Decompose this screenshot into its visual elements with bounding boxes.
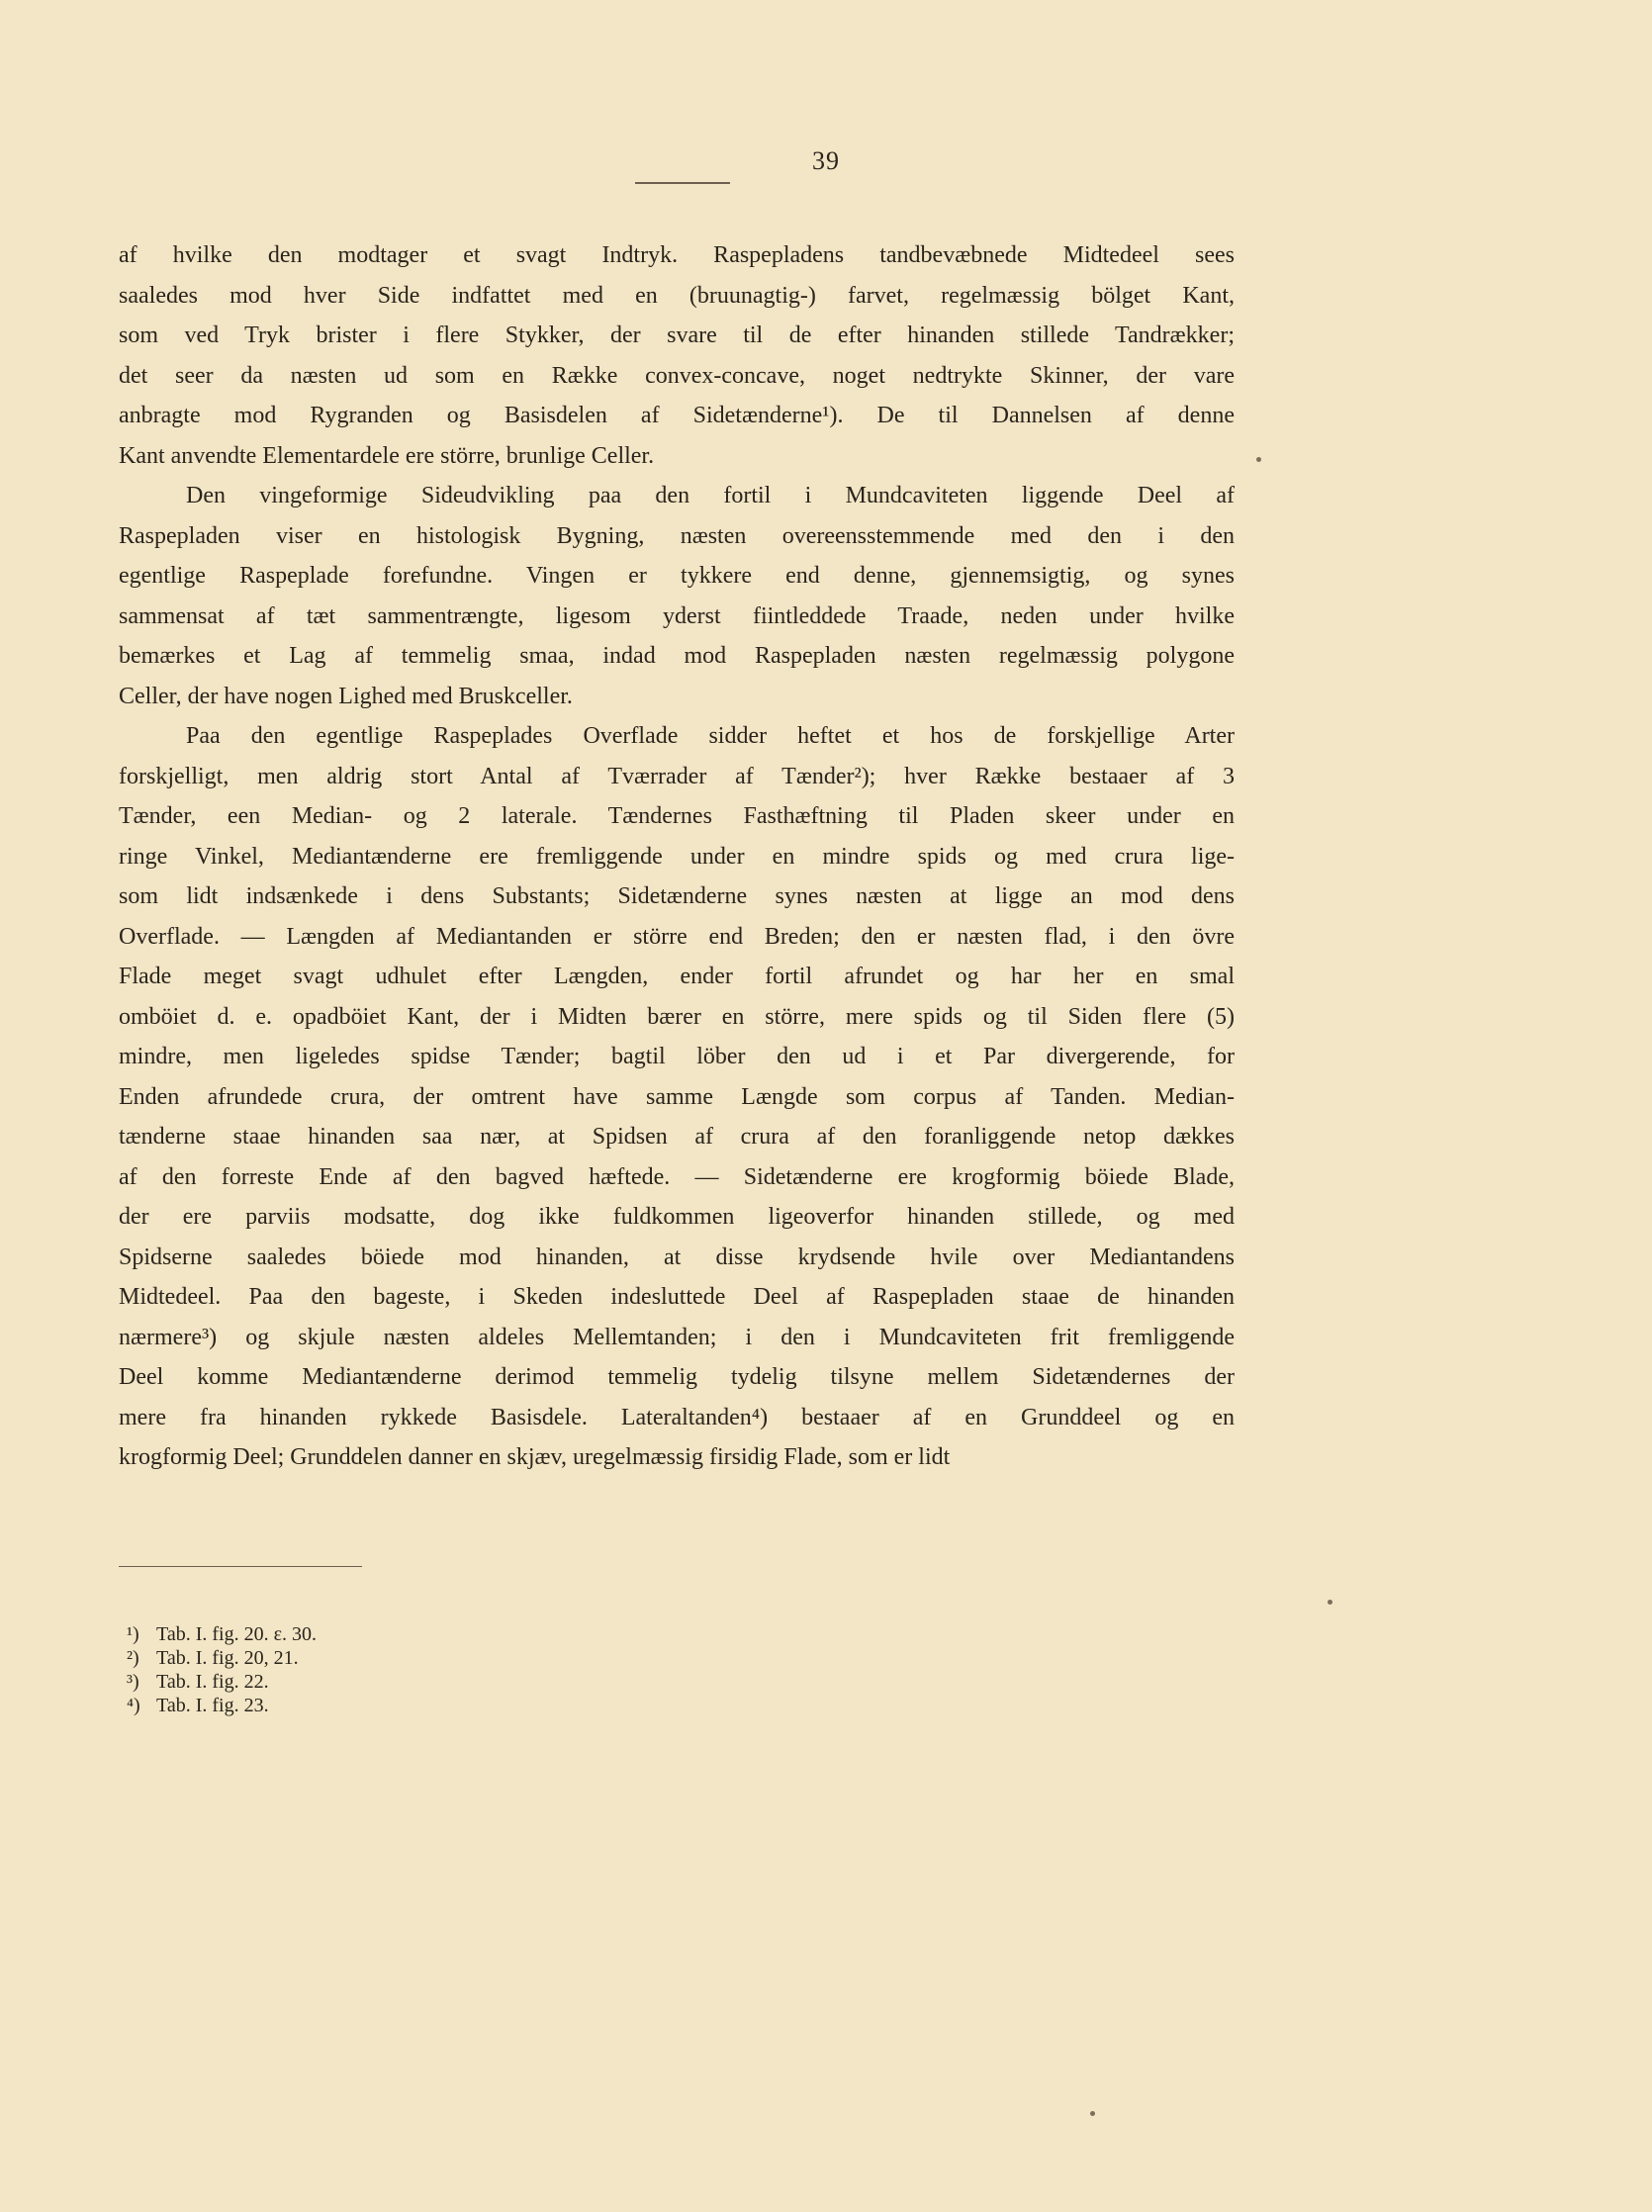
text-line: der ere parviis modsatte, dog ikke fuldkommen ligeoverfor hinanden stillede, og med xyxy=(119,1204,1235,1230)
footnote-mark: ³) xyxy=(127,1671,139,1693)
header-rule xyxy=(635,182,730,184)
margin-dot xyxy=(1328,1600,1332,1605)
text-line: omböiet d. e. opadböiet Kant, der i Midten bærer en större, mere spids og til Siden flere (5) xyxy=(119,1003,1235,1030)
footnote-text: Tab. I. fig. 20. ε. 30. xyxy=(156,1623,317,1645)
text-line: bemærkes et Lag af temmelig smaa, indad mod Raspepladen næsten regelmæssig polygone xyxy=(119,643,1235,669)
text-line: egentlige Raspeplade forefundne. Vingen er tykkere end denne, gjennemsigtig, og synes xyxy=(119,563,1235,589)
text-line: Kant anvendte Elementardele ere större, brunlige Celler. xyxy=(119,442,655,469)
footnote-rule xyxy=(119,1566,362,1567)
text-line: mindre, men ligeledes spidse Tænder; bagtil löber den ud i et Par divergerende, for xyxy=(119,1044,1235,1069)
text-line: som lidt indsænkede i dens Substants; Sidetænderne synes næsten at ligge an mod dens xyxy=(119,883,1235,909)
footnote xyxy=(127,1622,317,1646)
margin-dot xyxy=(1090,2111,1095,2116)
text-line: forskjelligt, men aldrig stort Antal af Tværrader af Tænder²); hver Række bestaaer af 3 xyxy=(119,763,1235,789)
text-line: tænderne staae hinanden saa nær, at Spidsen af crura af den foranliggende netop dækkes xyxy=(119,1124,1235,1150)
text-line: Flade meget svagt udhulet efter Længden, ender fortil afrundet og har her en smal xyxy=(119,964,1235,989)
text-line: ringe Vinkel, Mediantænderne ere fremliggende under en mindre spids og med crura lige- xyxy=(119,843,1235,870)
text-line: Paa den egentlige Raspeplades Overflade sidder heftet et hos de forskjellige Arter xyxy=(186,723,1235,749)
text-line: anbragte mod Rygranden og Basisdelen af Sidetænderne¹). De til Dannelsen af denne xyxy=(119,403,1235,428)
footnotes xyxy=(127,1622,317,1717)
text-line: mere fra hinanden rykkede Basisdele. Lateraltanden⁴) bestaaer af en Grunddeel og en xyxy=(119,1404,1235,1430)
text-line: Celler, der have nogen Lighed med Bruskceller. xyxy=(119,683,573,709)
text-line: Midtedeel. Paa den bageste, i Skeden indesluttede Deel af Raspepladen staae de hinanden xyxy=(119,1284,1235,1310)
footnote xyxy=(127,1694,317,1717)
text-line: Tænder, een Median- og 2 laterale. Tændernes Fasthæftning til Pladen skeer under en xyxy=(119,803,1235,829)
footnote xyxy=(127,1670,317,1694)
text-line: Spidserne saaledes böiede mod hinanden, at disse krydsende hvile over Mediantandens xyxy=(119,1244,1235,1270)
text-line: af hvilke den modtager et svagt Indtryk. Raspepladens tandbevæbnede Midtedeel sees xyxy=(119,242,1235,268)
text-line: Deel komme Mediantænderne derimod temmelig tydelig tilsyne mellem Sidetændernes der xyxy=(119,1364,1235,1390)
footnote-mark: ²) xyxy=(127,1647,139,1669)
text-line: som ved Tryk brister i flere Stykker, der svare til de efter hinanden stillede Tandrækker; xyxy=(119,323,1235,348)
page-number: 39 xyxy=(812,146,840,175)
text-line: Overflade. — Længden af Mediantanden er större end Breden; den er næsten flad, i den övre xyxy=(119,923,1235,950)
text-line: nærmere³) og skjule næsten aldeles Mellemtanden; i den i Mundcaviteten frit fremliggende xyxy=(119,1324,1235,1350)
text-line: af den forreste Ende af den bagved hæftede. — Sidetænderne ere krogformig böiede Blade, xyxy=(119,1163,1235,1190)
footnote-text: Tab. I. fig. 20, 21. xyxy=(156,1647,299,1669)
text-line: Enden afrundede crura, der omtrent have samme Længde som corpus af Tanden. Median- xyxy=(119,1083,1235,1110)
footnote-mark: ¹) xyxy=(127,1623,139,1645)
text-line: det seer da næsten ud som en Række convex-concave, noget nedtrykte Skinner, der vare xyxy=(119,362,1235,389)
text-line: saaledes mod hver Side indfattet med en (bruunagtig-) farvet, regelmæssig bölget Kant, xyxy=(119,282,1235,309)
body-text xyxy=(119,235,1235,1478)
margin-dot xyxy=(1256,457,1261,462)
footnote-text: Tab. I. fig. 23. xyxy=(156,1695,269,1716)
footnote-text: Tab. I. fig. 22. xyxy=(156,1671,269,1693)
text-line: krogformig Deel; Grunddelen danner en skjæv, uregelmæssig firsidig Flade, som er lidt xyxy=(119,1444,951,1470)
footnote-mark: ⁴) xyxy=(127,1695,140,1716)
text-line: Den vingeformige Sideudvikling paa den fortil i Mundcaviteten liggende Deel af xyxy=(186,483,1235,508)
text-line: sammensat af tæt sammentrængte, ligesom yderst fiintleddede Traade, neden under hvilke xyxy=(119,602,1235,629)
text-line: Raspepladen viser en histologisk Bygning, næsten overeensstemmende med den i den xyxy=(119,522,1235,549)
footnote xyxy=(127,1646,317,1670)
